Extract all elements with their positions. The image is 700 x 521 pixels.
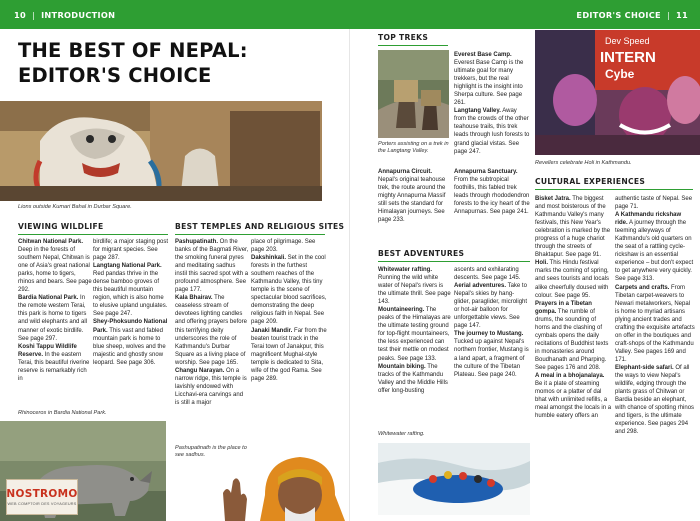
right-page-number: 11 [676,9,688,20]
adventure-entry: Whitewater rafting. Running the wild white water of Nepal's rivers is the ultimate thrill. See page 143. [378,267,451,306]
title-line-2: EDITOR'S CHOICE [18,64,212,87]
treks-column-2 [454,168,530,216]
cultural-experiences-heading: CULTURAL EXPERIENCES [535,177,693,190]
best-adventures-heading: BEST ADVENTURES [378,249,530,262]
rafting-photo [378,443,530,515]
sadhu-caption: Pashupatinath is the place to see sadhus. [175,445,247,459]
logo-tagline: WEB COMPTOIR DES VOYAGEURS [7,502,77,506]
header-separator: | [32,9,36,20]
culture-entry: Carpets and crafts. From Tibetan carpet-weavers to Newari metalworkers, Nepal is home to myriad artisans plying ancient trades and crafting the exquisite artefacts on offer in the boutiques and craft-shops of the Kathmandu Valley. See pages 169 and 171. [615,284,695,363]
wildlife-entry: birdlife; a major staging post for migrant species. See page 287. [93,239,169,262]
holi-photo [535,30,700,155]
trek-entry: Everest Base Camp. Everest Base Camp is the ultimate goal for many trekkers, but the real highlight is the insight into Sherpa culture. See page 261. [454,52,524,107]
holi-caption: Revellers celebrate Holi in Kathmandu. [535,160,632,166]
rafting-caption: Whitewater rafting. [378,431,425,437]
adventure-entry: ascents and exhilarating descents. See page 145. [454,267,521,282]
temple-entry: Kala Bhairav. The ceaseless stream of devotees lighting candles and offering prayers before this terrifying deity underscores the role of Kathmandu's Durbar Square as a living place of worship. See page 165. [175,295,247,366]
culture-entry: A meal in a bhojanalaya. Be it a plate of steaming momos or a platter of dal bhat with unlimited refills, a meal amongst the locals in a humble eatery offers an [535,373,612,420]
header-separator: | [666,9,670,20]
page-title [18,38,338,88]
culture-entry: authentic taste of Nepal. See page 71. [615,196,693,211]
culture-entry: Holi. This Hindu festival marks the coming of spring, and sees tourists and locals alike cheerfully doused with colour. See page 95. [535,260,610,299]
sadhu-photo [205,455,345,521]
lions-photo [0,101,322,201]
treks-column-1 [378,168,452,224]
temple-entry: place of pilgrimage. See page 203. [251,239,316,254]
holi-sign-line-2: INTERN [600,49,656,66]
trek-entry: Annapurna Sanctuary. From the subtropical foothills, this fabled trek leads through rhododendron forests to the icy heart of the Annapurnas. See page 241. [454,169,530,216]
wildlife-entry: Chitwan National Park. Deep in the forests of southern Nepal, Chitwan is one of Asia's great national parks, home to tigers, rhinos and bears. See page 292. [18,239,92,294]
culture-column-2 [615,195,695,436]
wildlife-entry: Shey-Phoksundo National Park. This vast and fabled mountain park is home to blue sheep, wolves and the majestic and ghostly snow leopard. See page 306. [93,319,168,366]
temple-entry: Janaki Mandir. Far from the beaten tourist track in the Terai town of Janakpur, this magnificent Mughal-style temple is dedicated to Sita, wife of the god Rama. See page 289. [251,327,327,382]
page-gutter [349,29,350,521]
culture-entry: A Kathmandu rickshaw ride. A journey through the teeming alleyways of Kathmandu's old quarters on the seat of a rattling cycle-rickshaw is an essential experience – but don't expect to get anywhere very quickly. See page 313. [615,212,694,283]
wildlife-entry: Langtang National Park. Red pandas thrive in the dense bamboo groves of this beautiful mountain region, which is also home to elusive upland ungulates. See page 247. [93,263,168,318]
viewing-wildlife-heading: VIEWING WILDLIFE [18,222,168,235]
treks-column-right [454,51,530,156]
adventure-entry: Aerial adventures. Take to Nepal's skies by hang-glider, paraglider, microlight or hot-air balloon for unforgettable views. See page 147. [454,283,528,330]
culture-column-1 [535,195,612,420]
best-temples-heading: BEST TEMPLES AND RELIGIOUS SITES [175,222,325,235]
logo-name: NOSTROMO [6,488,78,500]
adventures-column-2 [454,266,530,379]
temples-column-2 [251,238,327,383]
left-page-header [0,0,350,29]
culture-entry: Prayers in a Tibetan gompa. The rumble of drums, the sounding of horns and the clashing of cymbals opens the daily recitations of Buddhist texts in monasteries around Boudhanath and Pharping. See pages 176 and 208. [535,300,609,371]
wildlife-column-2 [93,238,170,367]
porters-caption: Porters assisting on a trek in the Langtang Valley. [378,141,449,155]
wildlife-column-1 [18,238,92,383]
adventure-entry: Mountain biking. The tracks of the Kathmandu Valley and the Middle Hills offer long-busting [378,363,448,394]
porters-photo [378,50,449,138]
left-page-number: 10 [14,9,26,20]
trek-entry: Langtang Valley. Away from the crowds of the other teahouse trails, this trek leads through lush forests to grand glacial vistas. See page 247. [454,108,530,155]
right-page-header [350,0,700,29]
publisher-logo [6,479,78,515]
right-section-title: EDITOR'S CHOICE [576,9,661,20]
wildlife-entry: Bardia National Park. In the remote western Terai, this park is home to tigers and wild elephants and all manner of exotic birdlife. See page 297. [18,295,88,342]
temple-entry: Dakshinkali. Set in the cool forests in the furthest southern reaches of the Kathmandu Valley, this tiny temple is the scene of spectacular blood sacrifices, demonstrating the deep religious faith in Nepal. See page 209. [251,255,327,326]
adventure-entry: Mountaineering. The peaks of the Himalayas are the ultimate testing ground for top-flight mountaineers, the less experienced can test their mettle on modest peaks. See page 133. [378,307,451,362]
lions-caption: Lions outside Kumari Bahal in Durbar Square. [18,204,132,210]
culture-entry: Elephant-side safari. Of all the ways to view Nepal's wildlife, edging through the plants grass of Chitwan or Bardia beside an elephant, with chance of spotting rhinos and tigers, is the ultimate experience. See pages 294 and 298. [615,364,695,436]
temples-column-1 [175,238,249,407]
temple-entry: Pashupatinath. On the banks of the Bagmati River, the smoking funeral pyres and meditating sadhus instil this sacred spot with a profound atmosphere. See page 177. [175,239,249,294]
adventures-column-1 [378,266,452,395]
temple-entry: Changu Narayan. On a narrow ridge, this temple is lavishly endowed with Licchavi-era carvings and is still a major [175,367,247,406]
rhino-caption: Rhinoceros in Bardia National Park. [18,410,107,416]
top-treks-heading: TOP TREKS [378,33,448,46]
holi-sign-line-3: Cybe [605,67,635,81]
title-line-1: THE BEST OF NEPAL: [18,39,248,62]
adventure-entry: The journey to Mustang. Tucked up against Nepal's northern frontier, Mustang is a land apart, a fragment of the culture of the Tibetan Plateau. See page 240. [454,331,529,378]
culture-entry: Bisket Jatra. The biggest and most boisterous of the Kathmandu Valley's many festivals, this New Year's celebration is marked by the progress of a huge chariot through the streets of Bhaktapur. See page 91. [535,196,611,259]
holi-sign-line-1: Dev Speed [605,36,650,46]
left-section-title: INTRODUCTION [41,9,116,20]
trek-entry: Annapurna Circuit. Nepal's original teahouse trek, the route around the mighty Annapurna Massif still sets the standard for Himalayan journeys. See page 233. [378,169,446,224]
wildlife-entry: Koshi Tappu Wildlife Reserve. In the eastern Terai, this beautiful riverine reserve is remarkably rich in [18,343,90,382]
